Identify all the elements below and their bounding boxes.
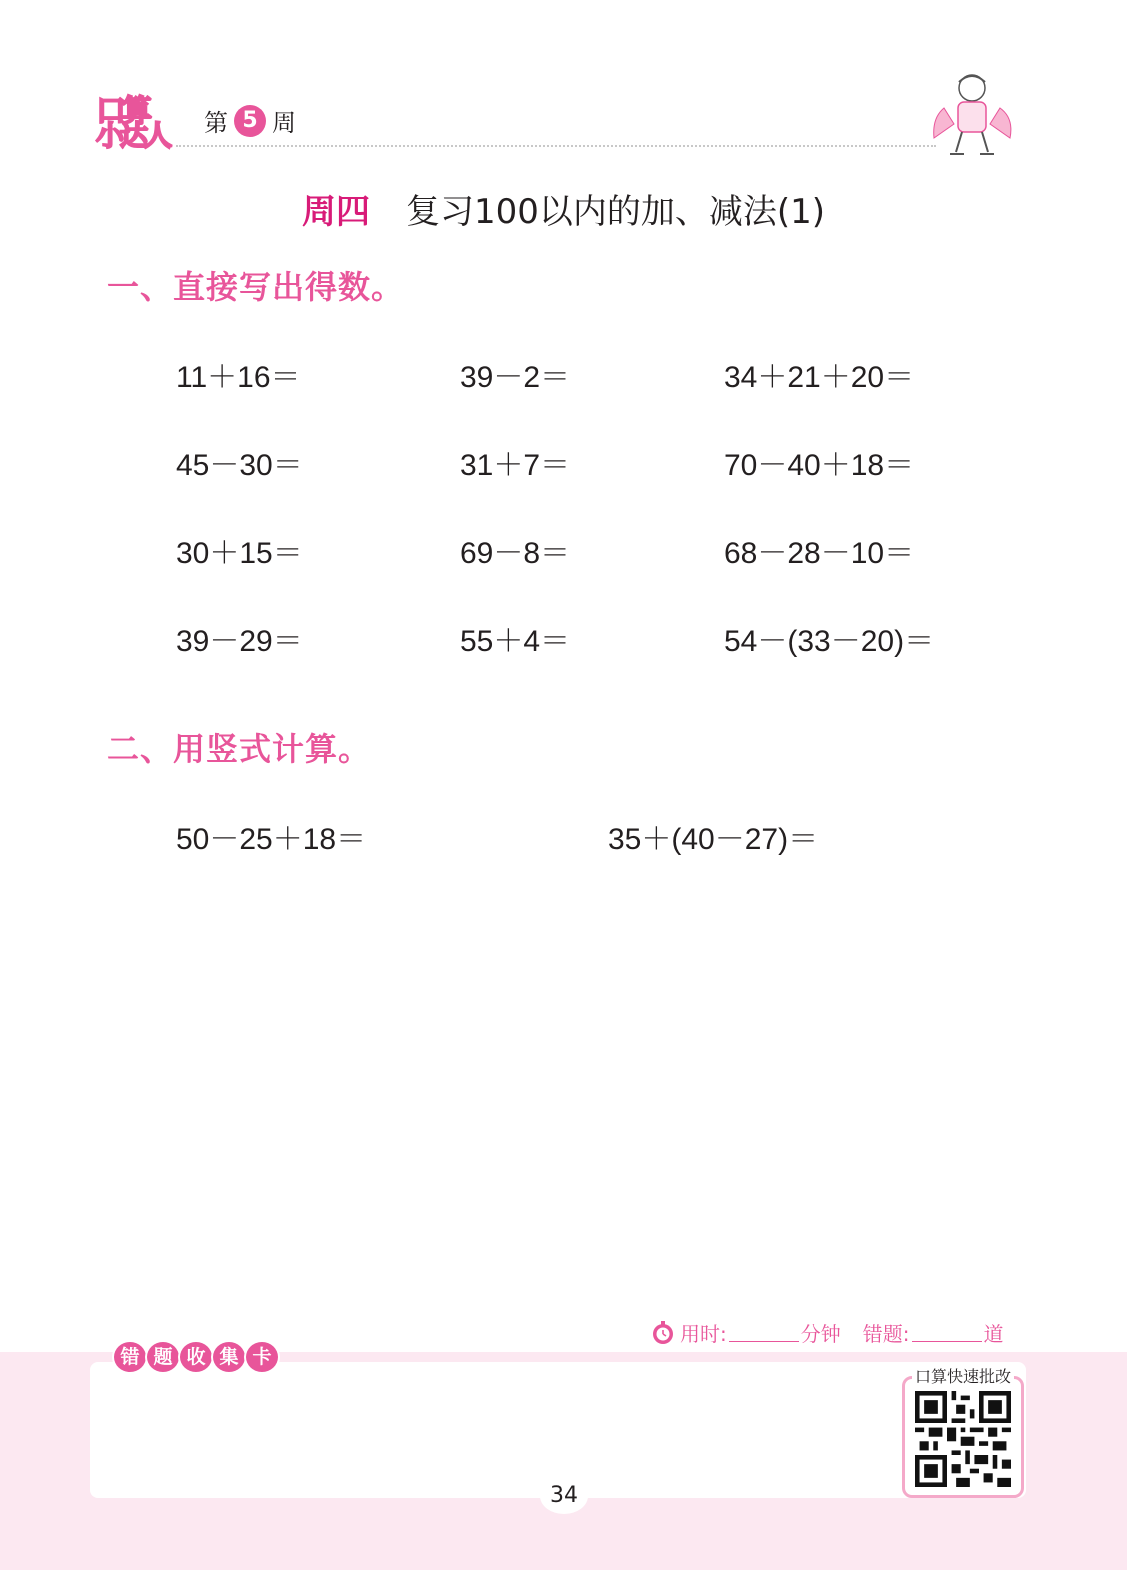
problem-4-2: 55＋4＝ — [460, 625, 571, 658]
errors-label: 错题: — [862, 1322, 910, 1346]
title-text: 复习100以内的加、减法(1) — [405, 192, 826, 232]
week-label — [204, 103, 296, 138]
card-label-char: 题 — [145, 1340, 181, 1374]
time-unit: 分钟 — [800, 1322, 841, 1346]
problem-2-3: 70－40＋18＝ — [724, 449, 915, 482]
time-error-record — [650, 1318, 1004, 1347]
page-number: 34 — [540, 1478, 588, 1514]
header-divider — [176, 145, 936, 147]
qr-code-frame[interactable] — [902, 1376, 1024, 1498]
section2-heading: 二、用竖式计算。 — [107, 730, 372, 768]
problem-4-3: 54－(33－20)＝ — [724, 625, 935, 658]
time-blank[interactable] — [729, 1323, 799, 1342]
problem-1-1: 11＋16＝ — [176, 361, 301, 394]
problem-3-2: 69－8＝ — [460, 537, 571, 570]
vertical-problem-1: 50－25＋18＝ — [176, 823, 367, 856]
card-label-char: 集 — [211, 1340, 247, 1374]
week-prefix: 第 — [204, 109, 228, 137]
logo-line1: 口算 — [96, 94, 148, 129]
page-title — [0, 184, 1127, 233]
problem-4-1: 39－29＝ — [176, 625, 303, 658]
vertical-problem-2: 35＋(40－27)＝ — [608, 823, 819, 856]
errors-blank[interactable] — [912, 1323, 982, 1342]
card-label-char: 错 — [112, 1340, 148, 1374]
mascot-illustration — [924, 68, 1020, 160]
week-suffix: 周 — [272, 109, 296, 137]
week-number-badge: 5 — [234, 105, 266, 137]
time-label: 用时: — [680, 1322, 727, 1346]
card-label-char: 收 — [178, 1340, 214, 1374]
stopwatch-icon — [650, 1320, 676, 1346]
problem-1-2: 39－2＝ — [460, 361, 571, 394]
logo — [94, 86, 180, 150]
problem-3-3: 68－28－10＝ — [724, 537, 915, 570]
errors-unit: 道 — [983, 1322, 1004, 1346]
error-card-label — [112, 1340, 277, 1374]
problem-2-1: 45－30＝ — [176, 449, 303, 482]
problem-1-3: 34＋21＋20＝ — [724, 361, 915, 394]
problem-2-2: 31＋7＝ — [460, 449, 571, 482]
section1-heading: 一、直接写出得数。 — [107, 268, 405, 306]
card-label-char: 卡 — [244, 1340, 280, 1374]
problem-3-1: 30＋15＝ — [176, 537, 303, 570]
logo-line2: 小达人 — [96, 119, 169, 152]
qr-code-icon — [915, 1391, 1011, 1487]
title-day: 周四 — [301, 192, 370, 232]
qr-caption: 口算快速批改 — [912, 1364, 1014, 1387]
